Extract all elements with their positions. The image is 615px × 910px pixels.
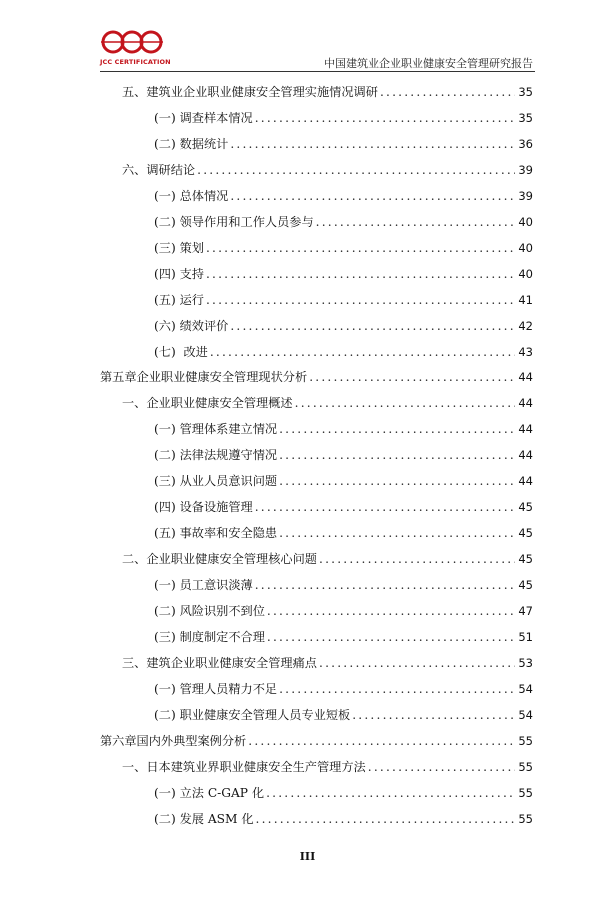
toc-entry-page: 51: [518, 629, 533, 644]
header-divider: [100, 71, 535, 72]
toc-leader-dots: [230, 136, 515, 152]
toc-entry-page: 45: [518, 578, 533, 593]
toc-entry-page: 40: [518, 240, 533, 255]
toc-entry-title: (一) 管理人员精力不足: [154, 681, 278, 696]
toc-entry[interactable]: [100, 340, 533, 360]
toc-entry-title: (一) 总体情况: [154, 188, 229, 203]
toc-entry-page: 55: [518, 785, 533, 800]
toc-entry-title: 第五章企业职业健康安全管理现状分析: [100, 370, 308, 385]
toc-entry[interactable]: [100, 703, 533, 723]
toc-leader-dots: [380, 84, 515, 100]
toc-entry-page: 39: [518, 162, 533, 177]
toc-entry[interactable]: [100, 262, 533, 282]
toc-entry-title: (三) 制度制定不合理: [154, 629, 265, 644]
toc-entry[interactable]: [100, 314, 533, 334]
toc-entry-page: 44: [518, 422, 533, 437]
toc-leader-dots: [255, 110, 516, 126]
toc-entry[interactable]: [100, 469, 533, 489]
toc-entry-title: (三) 策划: [154, 240, 204, 255]
toc-entry-page: 43: [518, 344, 533, 359]
toc-entry-title: 一、企业职业健康安全管理概述: [122, 396, 293, 411]
toc-entry[interactable]: [100, 132, 533, 152]
toc-entry[interactable]: [100, 677, 533, 697]
toc-entry-title: 六、调研结论: [122, 162, 196, 177]
toc-entry-page: 44: [518, 474, 533, 489]
toc-entry-page: 55: [518, 759, 533, 774]
toc-leader-dots: [210, 344, 516, 360]
toc-leader-dots: [319, 655, 515, 671]
toc-entry[interactable]: [100, 158, 533, 178]
page-header: [100, 28, 535, 72]
toc-entry-page: 53: [518, 655, 533, 670]
toc-entry-page: 54: [518, 707, 533, 722]
toc-entry-title: (五) 运行: [154, 292, 204, 307]
toc-entry[interactable]: [100, 755, 533, 775]
toc-leader-dots: [255, 577, 516, 593]
toc-entry-page: 44: [518, 396, 533, 411]
toc-entry-page: 44: [518, 370, 533, 385]
toc-entry-title: 五、建筑业企业职业健康安全管理实施情况调研: [122, 85, 378, 99]
toc-entry[interactable]: [100, 547, 533, 567]
logo-text: JCC CERTIFICATION: [100, 58, 171, 66]
toc-entry-title: (七) 改进: [154, 344, 208, 359]
toc-leader-dots: [230, 188, 515, 204]
toc-entry-title: (四) 设备设施管理: [154, 500, 253, 515]
toc-entry-page: 45: [518, 500, 533, 515]
report-title: 中国建筑业企业职业健康安全管理研究报告: [324, 57, 533, 70]
toc-leader-dots: [352, 707, 515, 723]
toc-leader-dots: [267, 629, 515, 645]
toc-entry[interactable]: [100, 651, 533, 671]
toc-entry-page: 55: [518, 811, 533, 826]
toc-leader-dots: [255, 499, 516, 515]
toc-entry-page: 45: [518, 526, 533, 541]
toc-entry[interactable]: [100, 236, 533, 256]
toc-entry[interactable]: [100, 391, 533, 411]
toc-leader-dots: [266, 785, 515, 801]
toc-entry-title: (二) 发展 ASM 化: [154, 811, 254, 826]
toc-leader-dots: [230, 318, 515, 334]
toc-entry[interactable]: [100, 495, 533, 515]
toc-entry-page: 42: [518, 318, 533, 333]
toc-entry-page: 40: [518, 266, 533, 281]
toc-entry-title: (五) 事故率和安全隐患: [154, 526, 278, 541]
toc-leader-dots: [279, 681, 515, 697]
toc-leader-dots: [206, 266, 515, 282]
toc-leader-dots: [267, 603, 515, 619]
toc-entry-page: 39: [518, 188, 533, 203]
toc-leader-dots: [206, 240, 515, 256]
toc-entry[interactable]: [100, 729, 533, 749]
toc-leader-dots: [279, 421, 515, 437]
toc-entry[interactable]: [100, 573, 533, 593]
toc-entry-page: 41: [518, 292, 533, 307]
toc-leader-dots: [316, 214, 516, 230]
toc-entry-title: (二) 职业健康安全管理人员专业短板: [154, 707, 351, 722]
toc-entry-title: 第六章国内外典型案例分析: [100, 733, 247, 748]
toc-leader-dots: [279, 473, 515, 489]
toc-entry-title: (二) 领导作用和工作人员参与: [154, 214, 314, 229]
toc-leader-dots: [248, 733, 515, 749]
toc-entry-page: 45: [518, 552, 533, 567]
toc-entry-title: (一) 管理体系建立情况: [154, 422, 278, 437]
toc-leader-dots: [206, 292, 515, 308]
toc-leader-dots: [368, 759, 516, 775]
toc-entry-title: 二、企业职业健康安全管理核心问题: [122, 552, 317, 567]
toc-leader-dots: [197, 162, 515, 178]
toc-entry[interactable]: [100, 625, 533, 645]
toc-leader-dots: [256, 811, 516, 827]
toc-entry-title: (四) 支持: [154, 266, 204, 281]
toc-entry-title: (一) 调查样本情况: [154, 110, 253, 125]
toc-entry-page: 36: [518, 136, 533, 151]
toc-entry-title: (二) 数据统计: [154, 136, 229, 151]
toc-entry-title: (三) 从业人员意识问题: [154, 474, 278, 489]
toc-entry-page: 54: [518, 681, 533, 696]
toc-entry-page: 44: [518, 448, 533, 463]
toc-entry-page: 35: [518, 85, 533, 99]
toc-entry[interactable]: [100, 106, 533, 126]
toc-leader-dots: [279, 525, 515, 541]
toc-entry[interactable]: [100, 443, 533, 463]
toc-entry-title: (二) 风险识别不到位: [154, 604, 265, 618]
toc-entry[interactable]: [100, 599, 533, 619]
toc-entry[interactable]: [100, 288, 533, 308]
toc-entry[interactable]: [100, 80, 533, 100]
toc-leader-dots: [319, 551, 515, 567]
toc-entry[interactable]: [100, 807, 533, 827]
toc-entry-title: (二) 法律法规遵守情况: [154, 448, 278, 463]
toc-entry-page: 47: [518, 604, 533, 618]
toc-entry[interactable]: [100, 365, 533, 385]
toc-entry[interactable]: [100, 417, 533, 437]
toc-entry[interactable]: [100, 184, 533, 204]
toc-leader-dots: [309, 369, 515, 385]
toc-entry-title: (六) 绩效评价: [154, 318, 229, 333]
page-number: III: [299, 850, 316, 863]
toc-entry[interactable]: [100, 210, 533, 230]
toc-entry-title: (一) 员工意识淡薄: [154, 578, 253, 593]
toc-entry-title: 三、建筑企业职业健康安全管理痛点: [122, 655, 317, 670]
toc-entry-page: 40: [518, 214, 533, 229]
toc-entry-title: (一) 立法 C-GAP 化: [154, 785, 265, 800]
toc-entry[interactable]: [100, 521, 533, 541]
toc-entry-page: 55: [518, 733, 533, 748]
toc-leader-dots: [279, 447, 515, 463]
toc-entry-page: 35: [518, 110, 533, 125]
toc-leader-dots: [295, 395, 516, 411]
toc-entry[interactable]: [100, 781, 533, 801]
toc-entry-title: 一、日本建筑业界职业健康安全生产管理方法: [122, 759, 366, 774]
